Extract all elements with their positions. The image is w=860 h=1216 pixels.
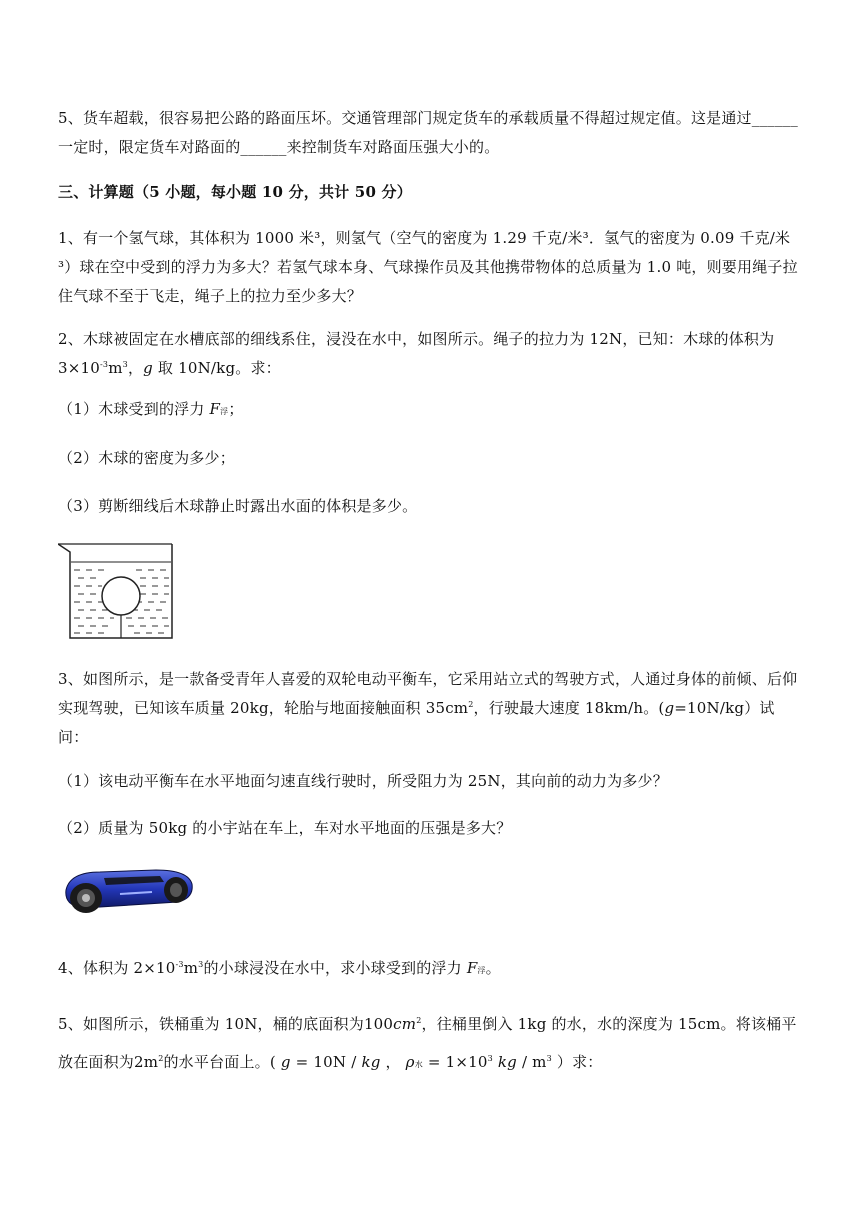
calc-question-1: 1、有一个氢气球，其体积为 1000 米³，则氢气（空气的密度为 1.29 千克/米³．氢气的密度为 0.09 千克/米³）球在空中受到的浮力为多大？若氢气球本身、气球操作员及其他携带物体的总质量为 1.0 吨，则要用绳子拉住气球不至于飞走，绳子上的拉力至少多大？ <box>58 229 798 305</box>
calc-question-3-part-1: （1）该电动平衡车在水平地面匀速直线行驶时，所受阻力为 25N，其向前的动力为多少？ <box>58 772 668 790</box>
section-3-heading: 三、计算题（5 小题，每小题 10 分，共计 50 分） <box>58 183 412 201</box>
balance-scooter-figure <box>60 860 196 920</box>
calc-question-2: 2、木球被固定在水槽底部的细线系住，浸没在水中，如图所示。绳子的拉力为 12N，已知：木球的体积为 $3\times 10^{-3}m^3$，g 取 10N/kg。求： <box>58 330 775 377</box>
fill-question-5 <box>58 104 803 162</box>
calc-question-5: 5、如图所示，铁桶重为 10N，桶的底面积为$100cm^2$，往桶里倒入 1kg 的水，水的深度为 15cm。将该桶平放在面积为$2m^2$的水平台面上。( g = 10N / kg ， ρ水 = $1\times 10^3$ kg / $m^3$ ）求： <box>58 1015 797 1071</box>
calc-question-2-part-1: （1）木球受到的浮力 F浮； <box>58 400 244 418</box>
fill-question-5-text: 5、货车超载，很容易把公路的路面压坏。交通管理部门规定货车的承载质量不得超过规定值。这是通过______一定时，限定货车对路面的______来控制货车对路面压强大小的。 <box>58 109 798 156</box>
calc-question-3: 3、如图所示，是一款备受青年人喜爱的双轮电动平衡车，它采用站立式的驾驶方式，人通过身体的前倾、后仰实现驾驶，已知该车质量 20kg，轮胎与地面接触面积 $35cm^2$，行驶最大速度 18km/h。(g=10N/kg）试问： <box>58 670 798 746</box>
water-tank-figure <box>58 540 178 640</box>
calc-question-3-part-2: （2）质量为 50kg 的小宇站在车上，车对水平地面的压强是多大？ <box>58 819 512 837</box>
calc-question-4: 4、体积为 $2\times 10^{-3}m^3$的小球浸没在水中，求小球受到的浮力 F浮。 <box>58 959 501 977</box>
calc-question-2-part-3: （3）剪断细线后木球静止时露出水面的体积是多少。 <box>58 497 418 515</box>
calc-question-2-part-2: （2）木球的密度为多少； <box>58 449 235 467</box>
